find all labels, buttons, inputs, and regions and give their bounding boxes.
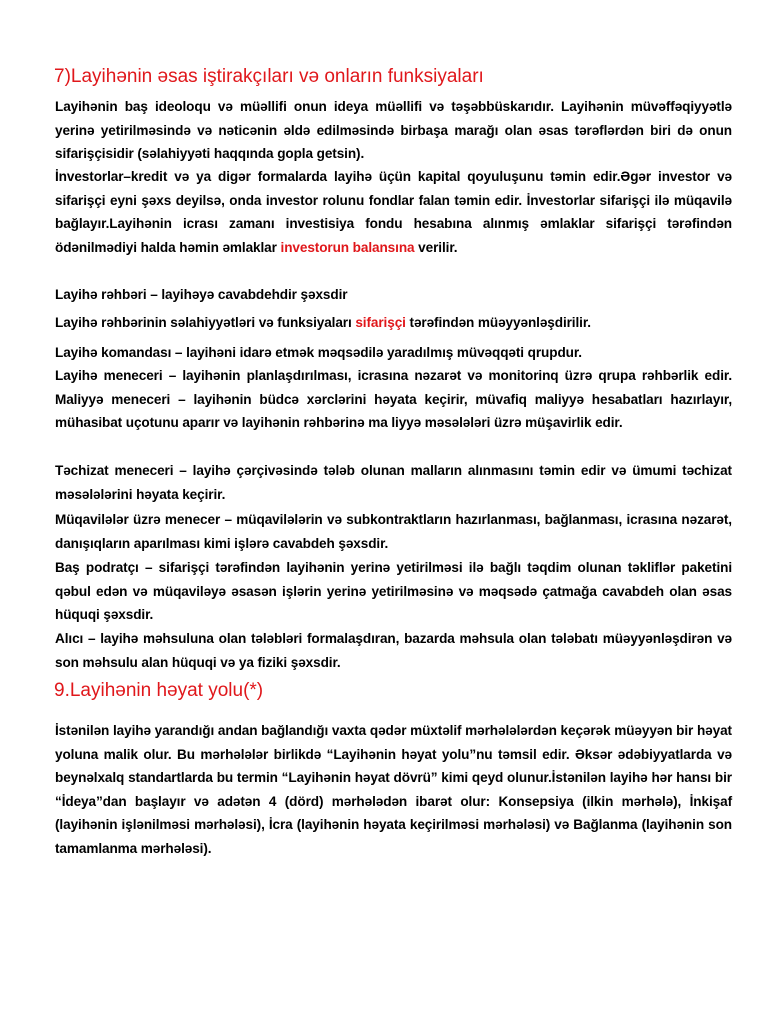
paragraph-manager-authority [55, 311, 732, 335]
section-7-heading: 7)Layihənin əsas iştirakçıları və onların funksiyaları [54, 66, 484, 87]
investors-text-end: verilir. [414, 239, 458, 255]
authority-text-end: tərəfindən müəyyənləşdirilir. [405, 315, 591, 330]
paragraph-general-contractor: Baş podratçı – sifarişçi tərəfindən layihənin yerinə yetirilməsi ilə bağlı təqdim olunan təkliflər paketini qəbul edən və müqaviləyə əsasən işlərin yerinə yetirilməsinə və məqsədə çatmağa cavabdeh olan əsas hüquqi şəxsdir. [55, 560, 732, 623]
paragraph-project-manager: Layihə meneceri – layihənin planlaşdırılması, icrasına nəzarət və monitorinq üzrə qrupa rəhbərlik edir. Maliyyə meneceri – layihənin büdcə xərclərini həyata keçirir, müvafiq maliyyə hesabatları hazırlayır, mühasibat uçotunu aparır və layihənin rəhbərinə ma liyyə məsələləri üzrə müşavirlik edir. [55, 368, 732, 431]
investors-text-start: İnvestorlar–kredit və ya digər formalarda layihə üçün kapital qoyuluşunu təmin edir.Əgər investor və sifarişçi eyni şəxs deyilsə, onda investor rolunu fondlar falan təmin edir. İnvestorlar sifarişçi ilə müqavilə bağlayır.Layihənin icrası zamanı investisiya fondu hesabına alınmış əmlaklar sifarişçi tərəfindən ödənilmədiyi halda həmin əmlaklar [55, 169, 732, 255]
paragraph-project-manager-role: Layihə rəhbəri – layihəyə cavabdehdir şəxsdir [55, 287, 348, 302]
paragraph-buyer: Alıcı – layihə məhsuluna olan tələbləri formalaşdıran, bazarda məhsula olan tələbatı müəyyənləşdirən və son məhsulu alan hüquqi və ya fiziki şəxsdir. [55, 631, 732, 670]
paragraph-chief-ideologist: Layihənin baş ideoloqu və müəllifi onun ideya müəllifi və təşəbbüskarıdır. Layihənin müvəffəqiyyətlə yerinə yetirilməsində və nəticənin əldə edilməsində birbaşa marağı olan əsas tərəflərdən biri də onun sifarişçisidir (səlahiyyəti haqqında gopla getsin). [55, 99, 732, 162]
customer-highlight: sifarişçi [355, 315, 406, 330]
section-9-heading: 9.Layihənin həyat yolu(*) [54, 680, 264, 701]
paragraph-project-life-cycle: İstənilən layihə yarandığı andan bağlandığı vaxta qədər müxtəlif mərhələlərdən keçərək müəyyən bir həyat yoluna malik olur. Bu mərhələlər birlikdə “Layihənin həyat yolu”nu təmsil edir. Əksər ədəbiyyatlarda və beynəlxalq standartlarda bu termin “Layihənin həyat dövrü” kimi qeyd olunur.İstənilən layihə hər hansı bir “İdeya”dan başlayır və adətən 4 (dörd) mərhələdən ibarət olur: Konsepsiya (ilkin mərhələ), İnkişaf (layihənin işlənilməsi mərhələsi), İcra (layihənin həyata keçirilməsi mərhələsi) və Bağlanma (layihənin son tamamlanma mərhələsi). [55, 723, 732, 856]
paragraph-project-team: Layihə komandası – layihəni idarə etmək məqsədilə yaradılmış müvəqqəti qrupdur. [55, 345, 582, 360]
paragraph-investors [55, 165, 732, 259]
paragraph-supply-manager: Təchizat meneceri – layihə çərçivəsində tələb olunan malların alınmasını təmin edir və ümumi təchizat məsələlərini həyata keçirir. [55, 463, 732, 502]
investor-balance-highlight: investorun balansına [280, 239, 415, 255]
authority-text-start: Layihə rəhbərinin səlahiyyətləri və funksiyaları [55, 315, 356, 330]
paragraph-contract-manager: Müqavilələr üzrə menecer – müqavilələrin və subkontraktların hazırlanması, bağlanması, icrasına nəzarət, danışıqların aparılması kimi işlərə cavabdeh şəxsdir. [55, 512, 732, 551]
